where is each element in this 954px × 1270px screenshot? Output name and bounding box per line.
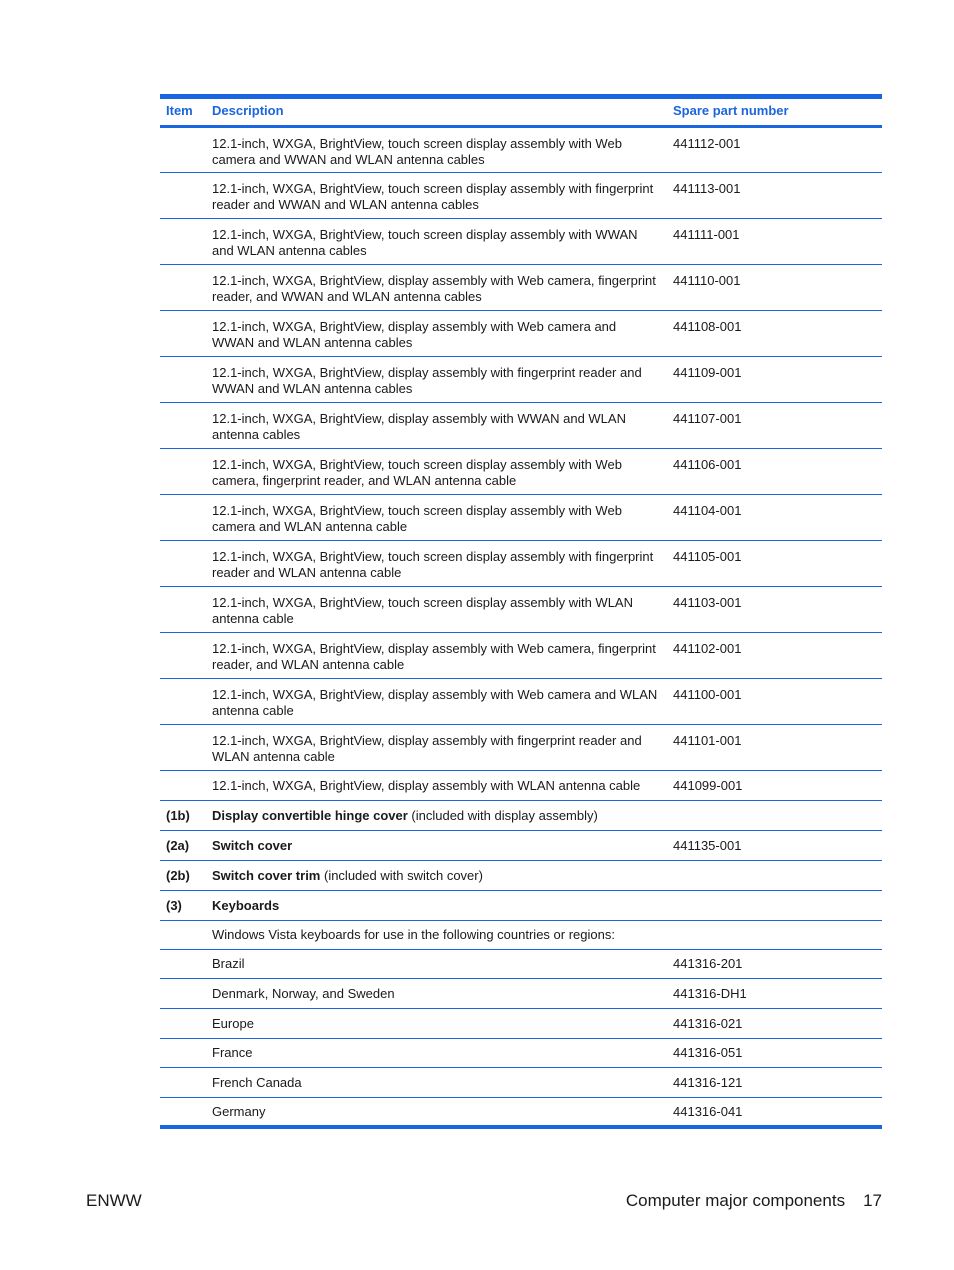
spare-part-cell: 441107-001 — [667, 403, 882, 449]
spare-part-cell: 441316-121 — [667, 1068, 882, 1098]
description-cell: 12.1-inch, WXGA, BrightView, touch screen display assembly with Web camera and WLAN antenna cable — [206, 495, 667, 541]
item-cell — [160, 495, 206, 541]
table-row-switch-cover — [160, 831, 882, 861]
description-cell: 12.1-inch, WXGA, BrightView, display assembly with Web camera and WWAN and WLAN antenna cables — [206, 311, 667, 357]
table-row — [160, 311, 882, 357]
item-cell — [160, 921, 206, 950]
item-cell — [160, 219, 206, 265]
description-cell: 12.1-inch, WXGA, BrightView, touch screen display assembly with fingerprint reader and WLAN antenna cable — [206, 541, 667, 587]
footer-section — [626, 1191, 882, 1211]
spare-part-cell — [667, 861, 882, 891]
item-cell — [160, 173, 206, 219]
description-cell: 12.1-inch, WXGA, BrightView, display assembly with WLAN antenna cable — [206, 771, 667, 801]
footer-doc-code: ENWW — [86, 1191, 142, 1210]
table-row-switch-cover-trim — [160, 861, 882, 891]
table-row — [160, 127, 882, 173]
item-cell — [160, 950, 206, 979]
item-cell: (3) — [160, 891, 206, 921]
spare-part-cell: 441106-001 — [667, 449, 882, 495]
page-number: 17 — [863, 1191, 882, 1210]
spare-part-cell: 441105-001 — [667, 541, 882, 587]
description-cell: 12.1-inch, WXGA, BrightView, display assembly with WWAN and WLAN antenna cables — [206, 403, 667, 449]
table-row — [160, 403, 882, 449]
item-cell: (2a) — [160, 831, 206, 861]
spare-part-cell: 441101-001 — [667, 725, 882, 771]
table-row-keyboards — [160, 891, 882, 921]
header-spare-part-number: Spare part number — [667, 97, 882, 127]
table-row — [160, 1009, 882, 1039]
table-row — [160, 541, 882, 587]
table-row — [160, 1068, 882, 1098]
item-cell — [160, 449, 206, 495]
header-description: Description — [206, 97, 667, 127]
spare-part-cell: 441316-051 — [667, 1039, 882, 1068]
table-row — [160, 979, 882, 1009]
spare-part-cell: 441112-001 — [667, 127, 882, 173]
item-cell — [160, 127, 206, 173]
spare-part-cell: 441109-001 — [667, 357, 882, 403]
spare-part-cell: 441100-001 — [667, 679, 882, 725]
table-row — [160, 1098, 882, 1127]
spare-part-cell: 441108-001 — [667, 311, 882, 357]
description-cell: 12.1-inch, WXGA, BrightView, display assembly with Web camera, fingerprint reader, and WLAN antenna cable — [206, 633, 667, 679]
item-cell — [160, 587, 206, 633]
component-name: Switch cover trim — [212, 868, 321, 883]
spare-part-cell: 441111-001 — [667, 219, 882, 265]
item-cell — [160, 541, 206, 587]
description-cell: Brazil — [206, 950, 667, 979]
description-cell: 12.1-inch, WXGA, BrightView, touch screen display assembly with Web camera, fingerprint reader, and WLAN antenna cable — [206, 449, 667, 495]
item-cell — [160, 979, 206, 1009]
spare-part-cell — [667, 891, 882, 921]
description-cell: 12.1-inch, WXGA, BrightView, display assembly with fingerprint reader and WLAN antenna cable — [206, 725, 667, 771]
description-cell: 12.1-inch, WXGA, BrightView, touch screen display assembly with fingerprint reader and WWAN and WLAN antenna cables — [206, 173, 667, 219]
table-row — [160, 771, 882, 801]
description-cell: 12.1-inch, WXGA, BrightView, touch screen display assembly with WWAN and WLAN antenna cables — [206, 219, 667, 265]
item-cell — [160, 311, 206, 357]
component-name: Switch cover — [212, 838, 293, 853]
table-row — [160, 219, 882, 265]
item-cell — [160, 1009, 206, 1039]
item-cell — [160, 633, 206, 679]
table-row — [160, 633, 882, 679]
item-cell — [160, 1098, 206, 1127]
item-cell: (2b) — [160, 861, 206, 891]
description-cell — [206, 831, 667, 861]
description-cell: Germany — [212, 1104, 266, 1119]
spare-part-cell: 441316-201 — [667, 950, 882, 979]
table-row — [160, 679, 882, 725]
spare-part-cell: 441104-001 — [667, 495, 882, 541]
table-row — [160, 1039, 882, 1068]
description-cell: French Canada — [206, 1068, 667, 1098]
table-row — [160, 495, 882, 541]
component-name: Display convertible hinge cover — [212, 808, 408, 823]
spare-part-cell: 441135-001 — [667, 831, 882, 861]
item-cell — [160, 403, 206, 449]
item-cell — [160, 1039, 206, 1068]
table-row — [160, 265, 882, 311]
spare-part-cell: 441316-DH1 — [667, 979, 882, 1009]
header-item: Item — [160, 97, 206, 127]
spare-part-cell: 441110-001 — [667, 265, 882, 311]
component-note: (included with switch cover) — [320, 868, 483, 883]
table-row-keyboard-intro — [160, 921, 882, 950]
description-cell: 12.1-inch, WXGA, BrightView, display assembly with Web camera and WLAN antenna cable — [206, 679, 667, 725]
spare-part-cell: 441102-001 — [667, 633, 882, 679]
spare-part-cell: 441103-001 — [667, 587, 882, 633]
description-cell: France — [206, 1039, 667, 1068]
item-cell — [160, 265, 206, 311]
component-name: Keyboards — [212, 898, 280, 913]
item-cell — [160, 357, 206, 403]
item-cell — [160, 679, 206, 725]
item-cell — [160, 725, 206, 771]
description-cell: 12.1-inch, WXGA, BrightView, display assembly with fingerprint reader and WWAN and WLAN antenna cables — [206, 357, 667, 403]
spare-part-cell: 441316-041 — [673, 1104, 743, 1119]
spare-parts-table — [160, 94, 882, 1129]
spare-part-cell: 441099-001 — [667, 771, 882, 801]
description-cell: 12.1-inch, WXGA, BrightView, touch screen display assembly with WLAN antenna cable — [206, 587, 667, 633]
spare-part-cell: 441316-021 — [667, 1009, 882, 1039]
table-row — [160, 725, 882, 771]
spare-part-cell — [667, 801, 882, 831]
item-cell — [160, 1068, 206, 1098]
description-cell: Denmark, Norway, and Sweden — [206, 979, 667, 1009]
description-cell: Windows Vista keyboards for use in the following countries or regions: — [206, 921, 882, 950]
component-note: (included with display assembly) — [407, 808, 598, 823]
item-cell: (1b) — [160, 801, 206, 831]
table-row — [160, 173, 882, 219]
table-row — [160, 357, 882, 403]
description-cell: Europe — [206, 1009, 667, 1039]
item-cell — [160, 771, 206, 801]
description-cell — [206, 801, 667, 831]
description-cell: 12.1-inch, WXGA, BrightView, display assembly with Web camera, fingerprint reader, and WWAN and WLAN antenna cables — [206, 265, 667, 311]
table-row — [160, 449, 882, 495]
table-row — [160, 587, 882, 633]
description-cell — [206, 861, 667, 891]
spare-part-cell: 441113-001 — [667, 173, 882, 219]
footer-section-title: Computer major components — [625, 1191, 846, 1210]
description-cell — [206, 891, 667, 921]
table-row — [160, 950, 882, 979]
table-row-hinge-cover — [160, 801, 882, 831]
description-cell: 12.1-inch, WXGA, BrightView, touch screen display assembly with Web camera and WWAN and WLAN antenna cables — [206, 127, 667, 173]
table-header-row — [160, 97, 882, 127]
